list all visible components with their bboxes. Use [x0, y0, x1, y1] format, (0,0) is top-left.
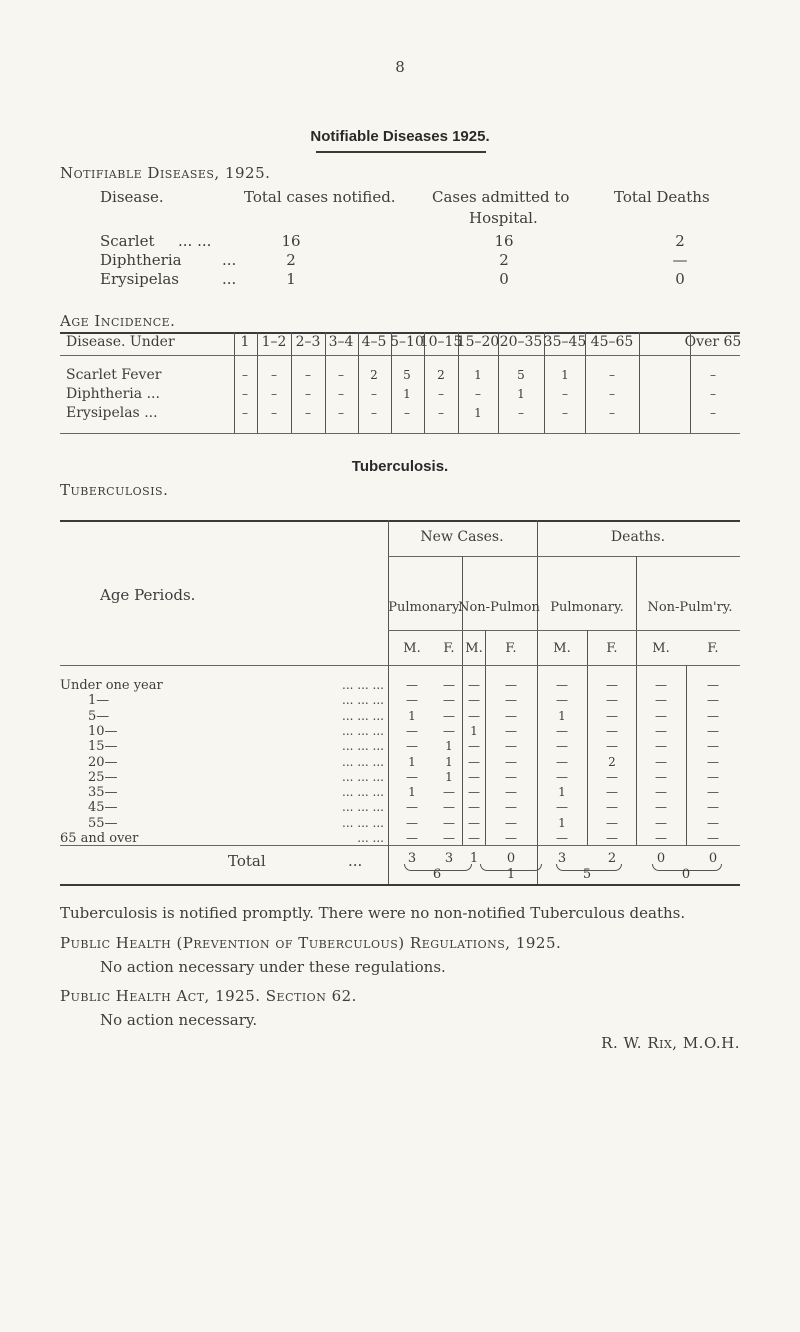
tb-row-label: 65 and over — [60, 831, 139, 846]
tb-cell: — — [655, 723, 667, 738]
tb-row-label: 5— — [88, 708, 110, 724]
tb-cell: — — [505, 723, 517, 738]
tb-cell: — — [556, 693, 568, 708]
tb-cell: — — [606, 739, 618, 754]
tb-cell: — — [556, 723, 568, 738]
age-header: Over 65 — [684, 334, 742, 350]
tb-cell: — — [655, 831, 667, 845]
tb-title: Tuberculosis. — [60, 481, 169, 499]
tb-row-dots: ... ... ... — [342, 739, 384, 754]
age-header: 3–4 — [328, 334, 354, 350]
row-dots: ... — [222, 251, 237, 269]
tb-cell: — — [468, 769, 480, 784]
tb-cell: — — [606, 769, 618, 784]
row-deaths: — — [672, 251, 688, 269]
tb-cell: — — [655, 678, 667, 692]
notifiable-title: Notifiable Diseases, 1925. — [60, 164, 271, 182]
tb-row-dots: ... ... ... — [342, 678, 384, 692]
tb-row-label: 35— — [88, 785, 118, 801]
tb-cell: 1 — [470, 723, 478, 738]
tb-cell: — — [556, 754, 568, 769]
tb-cell: — — [606, 815, 618, 830]
tb-cell: — — [606, 785, 618, 800]
tb-cell: — — [406, 693, 418, 708]
tb-cell: — — [468, 800, 480, 815]
tb-cell: — — [505, 815, 517, 830]
age-cell: – — [338, 406, 344, 420]
tb-sub-header: Non-Pulmon — [458, 600, 540, 615]
tb-sex-header: M. — [652, 641, 670, 656]
tb-cell: — — [443, 815, 455, 830]
tb-row-dots: ... ... ... — [342, 769, 384, 784]
age-header-label: Disease. Under — [66, 334, 175, 350]
tb-cell: — — [655, 708, 667, 723]
tb-cell: — — [707, 708, 719, 723]
tb-row-label: 1— — [88, 693, 110, 709]
heading-underline — [316, 151, 486, 153]
tb-cell: — — [556, 678, 568, 692]
row-disease: Diphtheria — [100, 251, 182, 269]
tb-cell: — — [468, 785, 480, 800]
tb-total-cell: 0 — [656, 851, 666, 866]
tb-cell: — — [468, 739, 480, 754]
age-cell: – — [305, 387, 311, 401]
age-cell: – — [271, 368, 277, 382]
tb-cell: — — [606, 708, 618, 723]
row-disease: Erysipelas — [100, 270, 180, 288]
age-cell: 2 — [370, 368, 378, 382]
tb-cell: — — [443, 800, 455, 815]
tb-row-dots: ... ... ... — [342, 708, 384, 723]
age-cell: – — [518, 406, 524, 420]
tb-cell: — — [468, 815, 480, 830]
tb-cell: — — [606, 800, 618, 815]
act-title: Public Health Act, 1925. Section 62. — [60, 987, 357, 1005]
age-cell: – — [271, 387, 277, 401]
age-cell: 1 — [561, 368, 569, 382]
tb-total-cell: 3 — [444, 851, 454, 866]
tb-cell: — — [468, 708, 480, 723]
tb-cell: 1 — [558, 815, 566, 830]
tb-row-dots: ... ... ... — [342, 723, 384, 738]
age-header: 5–10 — [390, 334, 424, 350]
age-cell: – — [438, 387, 444, 401]
tb-row-label: Under one year — [60, 678, 163, 693]
tb-heading: Tuberculosis. — [351, 458, 449, 475]
tb-row-dots: ... ... — [357, 831, 384, 845]
tb-age-periods-label: Age Periods. — [100, 586, 196, 604]
tb-cell: — — [505, 800, 517, 815]
tb-cell: — — [707, 723, 719, 738]
tb-cell: — — [505, 739, 517, 754]
tb-cell: — — [505, 693, 517, 708]
tb-cell: — — [707, 678, 719, 692]
tb-group-total: 5 — [582, 867, 592, 882]
tb-cell: — — [505, 769, 517, 784]
tb-row-label: 15— — [88, 739, 118, 755]
age-cell: – — [338, 368, 344, 382]
age-cell: – — [710, 368, 716, 382]
age-cell: – — [371, 387, 377, 401]
tb-new-cases-label: New Cases. — [420, 529, 504, 545]
act-note: No action necessary. — [100, 1011, 258, 1029]
tb-cell: — — [505, 754, 517, 769]
age-cell: – — [562, 406, 568, 420]
tb-cell: 1 — [445, 754, 453, 769]
tb-cell: — — [655, 693, 667, 708]
tb-sex-header: M. — [465, 641, 483, 656]
tb-cell: — — [707, 693, 719, 708]
tb-total-cell: 3 — [557, 851, 567, 866]
tb-row-dots: ... ... ... — [342, 754, 384, 769]
tb-cell: — — [556, 800, 568, 815]
tb-cell: — — [655, 815, 667, 830]
tb-row-label: 55— — [88, 815, 118, 831]
tb-cell: — — [443, 723, 455, 738]
tb-total-dots: ... — [348, 852, 363, 870]
tb-cell: 1 — [558, 785, 566, 800]
tb-cell: — — [505, 678, 517, 692]
age-row-label: Diphtheria ... — [66, 386, 160, 402]
tb-deaths-label: Deaths. — [610, 529, 666, 545]
tb-cell: 2 — [608, 754, 616, 769]
tb-cell: 1 — [408, 708, 416, 723]
tb-cell: — — [606, 831, 618, 845]
tb-cell: — — [556, 769, 568, 784]
tb-cell: 1 — [445, 769, 453, 784]
tb-total-cell: 1 — [469, 851, 479, 866]
tb-row-label: 25— — [88, 769, 118, 785]
tb-cell: — — [468, 831, 480, 845]
tb-cell: — — [556, 739, 568, 754]
tb-cell: — — [707, 785, 719, 800]
age-row-label: Scarlet Fever — [66, 367, 162, 383]
tb-cell: — — [443, 785, 455, 800]
age-cell: – — [710, 406, 716, 420]
row-deaths: 0 — [675, 270, 685, 288]
age-cell: – — [562, 387, 568, 401]
tb-cell: — — [655, 785, 667, 800]
tb-sub-header: Pulmonary. — [388, 600, 462, 615]
page-number: 8 — [395, 58, 405, 76]
age-header: 35–45 — [543, 334, 587, 350]
tb-cell: — — [505, 785, 517, 800]
age-header: 20–35 — [499, 334, 543, 350]
tb-row-label: 10— — [88, 723, 118, 739]
age-cell: – — [609, 387, 615, 401]
tb-cell: — — [468, 693, 480, 708]
tb-cell: — — [443, 708, 455, 723]
tb-sex-header: M. — [403, 641, 421, 656]
tb-cell: 1 — [445, 739, 453, 754]
row-notified: 1 — [286, 270, 296, 288]
tb-cell: — — [606, 693, 618, 708]
tb-cell: — — [406, 723, 418, 738]
age-cell: – — [338, 387, 344, 401]
tb-sex-header: F. — [707, 641, 719, 656]
tb-cell: — — [468, 678, 480, 692]
header-total-deaths: Total Deaths — [614, 188, 710, 206]
signature: R. W. Rix, M.O.H. — [601, 1034, 740, 1052]
age-header: 2–3 — [295, 334, 321, 350]
tb-cell: — — [468, 754, 480, 769]
age-cell: – — [609, 368, 615, 382]
tb-cell: — — [655, 769, 667, 784]
age-cell: 5 — [403, 368, 411, 382]
age-cell: – — [438, 406, 444, 420]
tb-cell: — — [505, 708, 517, 723]
tb-cell: — — [505, 831, 517, 845]
tb-row-dots: ... ... ... — [342, 693, 384, 708]
tb-total-label: Total — [228, 852, 266, 870]
header-hospital: Hospital. — [469, 209, 538, 227]
tb-sex-header: F. — [606, 641, 618, 656]
tb-group-total: 0 — [681, 867, 691, 882]
tb-total-cell: 3 — [407, 851, 417, 866]
row-admitted: 16 — [494, 232, 514, 250]
age-cell: – — [305, 368, 311, 382]
tb-cell: — — [655, 800, 667, 815]
age-cell: – — [242, 368, 248, 382]
tb-cell: — — [707, 754, 719, 769]
age-cell: 5 — [517, 368, 525, 382]
tb-cell: — — [443, 678, 455, 692]
header-admitted: Cases admitted to — [432, 188, 570, 206]
header-total-notified: Total cases notified. — [244, 188, 396, 206]
tb-row-label: 45— — [88, 800, 118, 816]
age-cell: – — [404, 406, 410, 420]
age-cell: – — [710, 387, 716, 401]
age-header: 1 — [240, 334, 250, 350]
age-header: 4–5 — [361, 334, 387, 350]
age-cell: 2 — [437, 368, 445, 382]
tb-sex-header: M. — [553, 641, 571, 656]
tb-cell: — — [606, 678, 618, 692]
regulations-note: No action necessary under these regulations. — [100, 958, 446, 976]
tb-cell: 1 — [408, 754, 416, 769]
age-header: 1–2 — [261, 334, 287, 350]
age-cell: – — [371, 406, 377, 420]
tb-cell: — — [655, 739, 667, 754]
tb-row-dots: ... ... ... — [342, 815, 384, 830]
tb-cell: — — [406, 739, 418, 754]
age-header: 45–65 — [590, 334, 634, 350]
row-notified: 2 — [286, 251, 296, 269]
age-cell: 1 — [474, 406, 482, 420]
tb-cell: 1 — [558, 708, 566, 723]
tb-group-total: 1 — [506, 867, 516, 882]
row-notified: 16 — [281, 232, 301, 250]
age-header: 10–15 — [419, 334, 463, 350]
row-disease: Scarlet — [100, 232, 155, 250]
tb-total-cell: 2 — [607, 851, 617, 866]
tb-cell: — — [655, 754, 667, 769]
tb-cell: — — [556, 831, 568, 845]
tb-row-dots: ... ... ... — [342, 800, 384, 815]
tb-notified-text: Tuberculosis is notified promptly. There were no non-notified Tuberculous deaths. — [60, 904, 686, 922]
row-admitted: 2 — [499, 251, 509, 269]
age-cell: – — [271, 406, 277, 420]
row-dots: ... — [222, 270, 237, 288]
tb-cell: — — [606, 723, 618, 738]
tb-cell: — — [707, 800, 719, 815]
age-cell: 1 — [403, 387, 411, 401]
age-cell: 1 — [517, 387, 525, 401]
age-incidence-title: Age Incidence. — [60, 312, 176, 330]
tb-cell: — — [707, 739, 719, 754]
age-header: 15–20 — [456, 334, 500, 350]
tb-cell: — — [443, 693, 455, 708]
tb-cell: — — [707, 815, 719, 830]
header-disease: Disease. — [100, 188, 164, 206]
row-admitted: 0 — [499, 270, 509, 288]
tb-cell: — — [406, 815, 418, 830]
age-cell: – — [242, 406, 248, 420]
age-row-label: Erysipelas ... — [66, 405, 158, 421]
tb-cell: — — [707, 831, 719, 845]
age-cell: – — [475, 387, 481, 401]
tb-row-label: 20— — [88, 754, 118, 770]
page-heading: Notifiable Diseases 1925. — [310, 128, 490, 145]
age-cell: 1 — [474, 368, 482, 382]
tb-cell: — — [406, 678, 418, 692]
row-deaths: 2 — [675, 232, 685, 250]
tb-cell: — — [707, 769, 719, 784]
tb-sub-header: Pulmonary. — [550, 600, 624, 615]
tb-total-cell: 0 — [708, 851, 718, 866]
tb-group-total: 6 — [432, 867, 442, 882]
tb-cell: — — [443, 831, 455, 845]
tb-cell: — — [406, 800, 418, 815]
row-dots: ... ... — [178, 232, 212, 250]
tb-total-cell: 0 — [506, 851, 516, 866]
tb-cell: 1 — [408, 785, 416, 800]
tb-cell: — — [406, 831, 418, 845]
tb-sex-header: F. — [505, 641, 517, 656]
age-cell: – — [242, 387, 248, 401]
tb-sub-header: Non-Pulm'ry. — [647, 600, 733, 615]
regulations-title: Public Health (Prevention of Tuberculous) Regulations, 1925. — [60, 934, 562, 952]
age-cell: – — [305, 406, 311, 420]
tb-sex-header: F. — [443, 641, 455, 656]
age-cell: – — [609, 406, 615, 420]
tb-row-dots: ... ... ... — [342, 785, 384, 800]
tb-cell: — — [406, 769, 418, 784]
